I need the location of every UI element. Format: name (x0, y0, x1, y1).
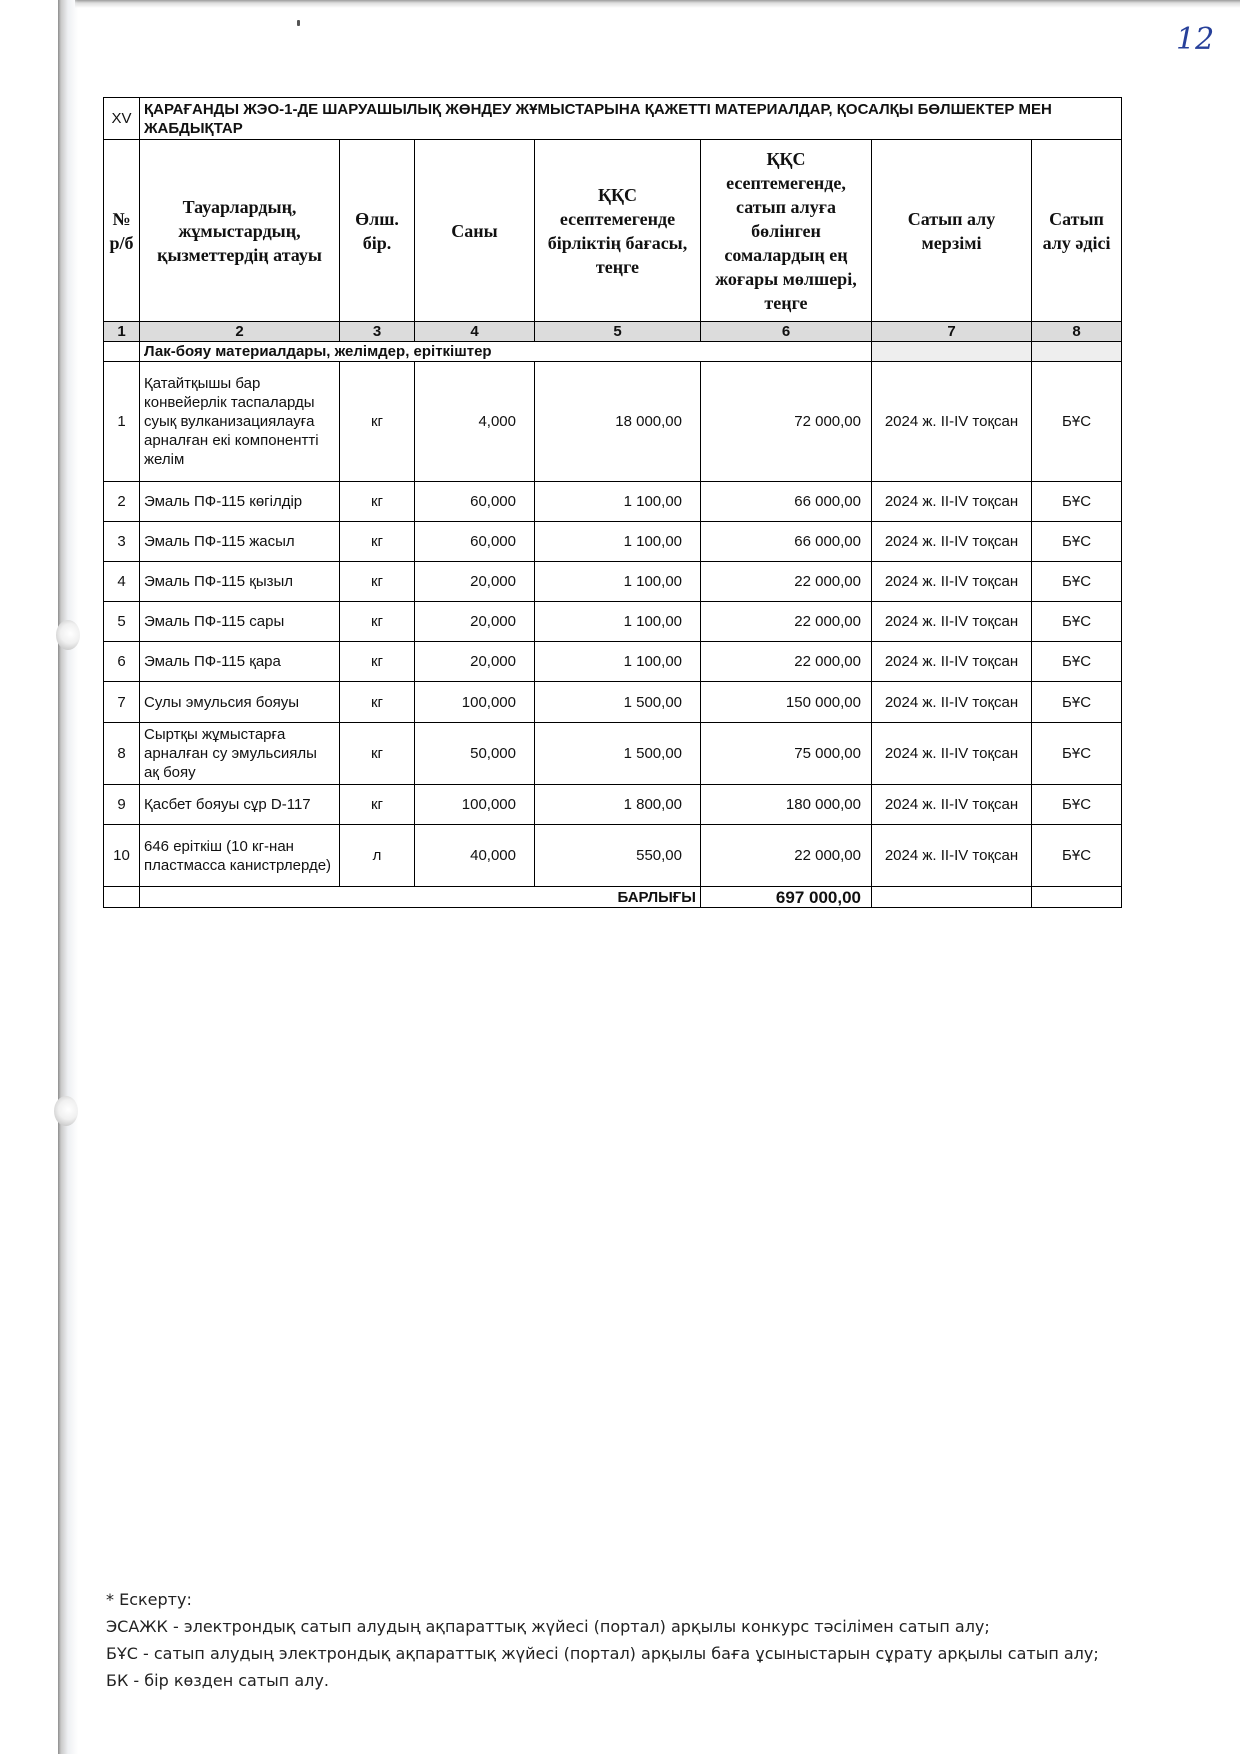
item-unit: кг (340, 785, 415, 825)
row-number: 10 (104, 825, 140, 887)
table-row (104, 362, 1122, 482)
row-number: 1 (104, 362, 140, 482)
item-unit-price: 1 100,00 (535, 522, 701, 562)
item-unit-price: 1 500,00 (535, 723, 701, 785)
item-name: Сулы эмульсия бояуы (140, 682, 340, 723)
table-row (104, 785, 1122, 825)
item-period: 2024 ж. II-IV тоқсан (872, 825, 1032, 887)
item-unit: кг (340, 642, 415, 682)
item-quantity: 20,000 (415, 562, 535, 602)
row-number: 4 (104, 562, 140, 602)
section-title: ҚАРАҒАНДЫ ЖЭО-1-ДЕ ШАРУАШЫЛЫҚ ЖӨНДЕУ ЖҰМЫСТАРЫНА ҚАЖЕТТІ МАТЕРИАЛДАР, ҚОСАЛҚЫ БӨЛШЕКТЕР МЕН ЖАБДЫҚТАР (140, 98, 1122, 140)
item-unit-price: 1 100,00 (535, 602, 701, 642)
item-total: 22 000,00 (701, 642, 872, 682)
item-quantity: 20,000 (415, 602, 535, 642)
section-number: XV (104, 98, 140, 140)
total-label: БАРЛЫҒЫ (140, 887, 701, 908)
item-name: Эмаль ПФ-115 жасыл (140, 522, 340, 562)
item-name: Эмаль ПФ-115 көгілдір (140, 482, 340, 522)
scan-left-edge (58, 0, 78, 1754)
item-unit: кг (340, 723, 415, 785)
footnote-line: БҰС - сатып алудың электрондық ақпараттық жүйесі (портал) арқылы баға ұсыныстарын сұрату арқылы сатып алу; (106, 1644, 1099, 1663)
column-number: 4 (415, 322, 535, 342)
item-method: БҰС (1032, 682, 1122, 723)
footnotes (106, 1586, 1106, 1694)
item-unit: кг (340, 602, 415, 642)
col-header-period: Сатып алу мерзімі (872, 140, 1032, 322)
column-number: 7 (872, 322, 1032, 342)
column-number: 2 (140, 322, 340, 342)
item-period: 2024 ж. II-IV тоқсан (872, 602, 1032, 642)
item-period: 2024 ж. II-IV тоқсан (872, 522, 1032, 562)
scan-speck (297, 20, 300, 26)
item-name: Эмаль ПФ-115 сары (140, 602, 340, 642)
table-row (104, 825, 1122, 887)
total-value: 697 000,00 (701, 887, 872, 908)
column-number: 5 (535, 322, 701, 342)
table-row (104, 723, 1122, 785)
row-number: 6 (104, 642, 140, 682)
col-header-unit: Өлш. бір. (340, 140, 415, 322)
item-unit-price: 18 000,00 (535, 362, 701, 482)
col-header-max-amount: ҚҚС есептемегенде, сатып алуға бөлінген сомалардың ең жоғары мөлшері, теңге (701, 140, 872, 322)
item-name: 646 еріткіш (10 кг-нан пластмасса канистрлерде) (140, 825, 340, 887)
row-number: 2 (104, 482, 140, 522)
item-total: 150 000,00 (701, 682, 872, 723)
item-method: БҰС (1032, 602, 1122, 642)
column-number-row (104, 322, 1122, 342)
total-spacer (872, 887, 1032, 908)
col-header-name: Тауарлардың, жұмыстардың, қызметтердің атауы (140, 140, 340, 322)
item-period: 2024 ж. II-IV тоқсан (872, 362, 1032, 482)
group-spacer (872, 342, 1032, 362)
item-period: 2024 ж. II-IV тоқсан (872, 562, 1032, 602)
item-period: 2024 ж. II-IV тоқсан (872, 723, 1032, 785)
group-spacer (1032, 342, 1122, 362)
item-unit: кг (340, 362, 415, 482)
group-spacer (104, 342, 140, 362)
table-row (104, 682, 1122, 723)
group-row (104, 342, 1122, 362)
item-unit-price: 1 100,00 (535, 482, 701, 522)
table-row (104, 642, 1122, 682)
item-quantity: 4,000 (415, 362, 535, 482)
column-number: 8 (1032, 322, 1122, 342)
col-header-quantity: Саны (415, 140, 535, 322)
item-name: Сыртқы жұмыстарға арналған су эмульсиялы ақ бояу (140, 723, 340, 785)
footnote-line: БК - бір көзден сатып алу. (106, 1671, 329, 1690)
item-quantity: 100,000 (415, 785, 535, 825)
item-total: 180 000,00 (701, 785, 872, 825)
item-total: 22 000,00 (701, 562, 872, 602)
column-number: 6 (701, 322, 872, 342)
item-method: БҰС (1032, 825, 1122, 887)
item-method: БҰС (1032, 785, 1122, 825)
section-header-row (104, 98, 1122, 140)
item-unit-price: 550,00 (535, 825, 701, 887)
item-unit: кг (340, 482, 415, 522)
col-header-method: Сатып алу әдісі (1032, 140, 1122, 322)
table-row (104, 602, 1122, 642)
item-name: Қатайтқышы бар конвейерлік таспаларды суық вулканизациялауға арналған екі компонентті желім (140, 362, 340, 482)
column-number: 3 (340, 322, 415, 342)
punch-hole (54, 1096, 78, 1126)
total-spacer (1032, 887, 1122, 908)
item-unit: кг (340, 682, 415, 723)
row-number: 5 (104, 602, 140, 642)
table-row (104, 482, 1122, 522)
handwritten-page-number: 12 (1176, 22, 1215, 57)
item-period: 2024 ж. II-IV тоқсан (872, 642, 1032, 682)
item-unit-price: 1 500,00 (535, 682, 701, 723)
item-quantity: 60,000 (415, 522, 535, 562)
column-header-row (104, 140, 1122, 322)
table-row (104, 522, 1122, 562)
row-number: 7 (104, 682, 140, 723)
item-quantity: 50,000 (415, 723, 535, 785)
row-number: 9 (104, 785, 140, 825)
scan-top-edge (75, 0, 1240, 8)
item-unit-price: 1 100,00 (535, 642, 701, 682)
item-period: 2024 ж. II-IV тоқсан (872, 785, 1032, 825)
row-number: 8 (104, 723, 140, 785)
row-number: 3 (104, 522, 140, 562)
item-period: 2024 ж. II-IV тоқсан (872, 682, 1032, 723)
item-name: Эмаль ПФ-115 қызыл (140, 562, 340, 602)
item-total: 22 000,00 (701, 825, 872, 887)
item-total: 66 000,00 (701, 482, 872, 522)
item-method: БҰС (1032, 723, 1122, 785)
total-spacer (104, 887, 140, 908)
item-unit: кг (340, 562, 415, 602)
total-row (104, 887, 1122, 908)
item-total: 72 000,00 (701, 362, 872, 482)
item-period: 2024 ж. II-IV тоқсан (872, 482, 1032, 522)
col-header-unit-price: ҚҚС есептемегенде бірліктің бағасы, теңге (535, 140, 701, 322)
item-unit-price: 1 100,00 (535, 562, 701, 602)
item-method: БҰС (1032, 562, 1122, 602)
item-unit: л (340, 825, 415, 887)
procurement-table (103, 97, 1122, 908)
column-number: 1 (104, 322, 140, 342)
col-header-number: № р/б (104, 140, 140, 322)
item-total: 75 000,00 (701, 723, 872, 785)
punch-hole (56, 620, 80, 650)
item-name: Қасбет бояуы сұр D-117 (140, 785, 340, 825)
item-unit: кг (340, 522, 415, 562)
group-title: Лак-бояу материалдары, желімдер, еріткіштер (140, 342, 872, 362)
item-quantity: 100,000 (415, 682, 535, 723)
item-method: БҰС (1032, 482, 1122, 522)
item-quantity: 20,000 (415, 642, 535, 682)
footnote-heading: * Ескерту: (106, 1590, 192, 1609)
item-quantity: 60,000 (415, 482, 535, 522)
item-total: 22 000,00 (701, 602, 872, 642)
item-name: Эмаль ПФ-115 қара (140, 642, 340, 682)
item-total: 66 000,00 (701, 522, 872, 562)
item-method: БҰС (1032, 362, 1122, 482)
item-method: БҰС (1032, 642, 1122, 682)
item-quantity: 40,000 (415, 825, 535, 887)
table-row (104, 562, 1122, 602)
item-method: БҰС (1032, 522, 1122, 562)
footnote-line: ЭСАЖК - электрондық сатып алудың ақпараттық жүйесі (портал) арқылы конкурс тәсілімен сатып алу; (106, 1617, 990, 1636)
item-unit-price: 1 800,00 (535, 785, 701, 825)
